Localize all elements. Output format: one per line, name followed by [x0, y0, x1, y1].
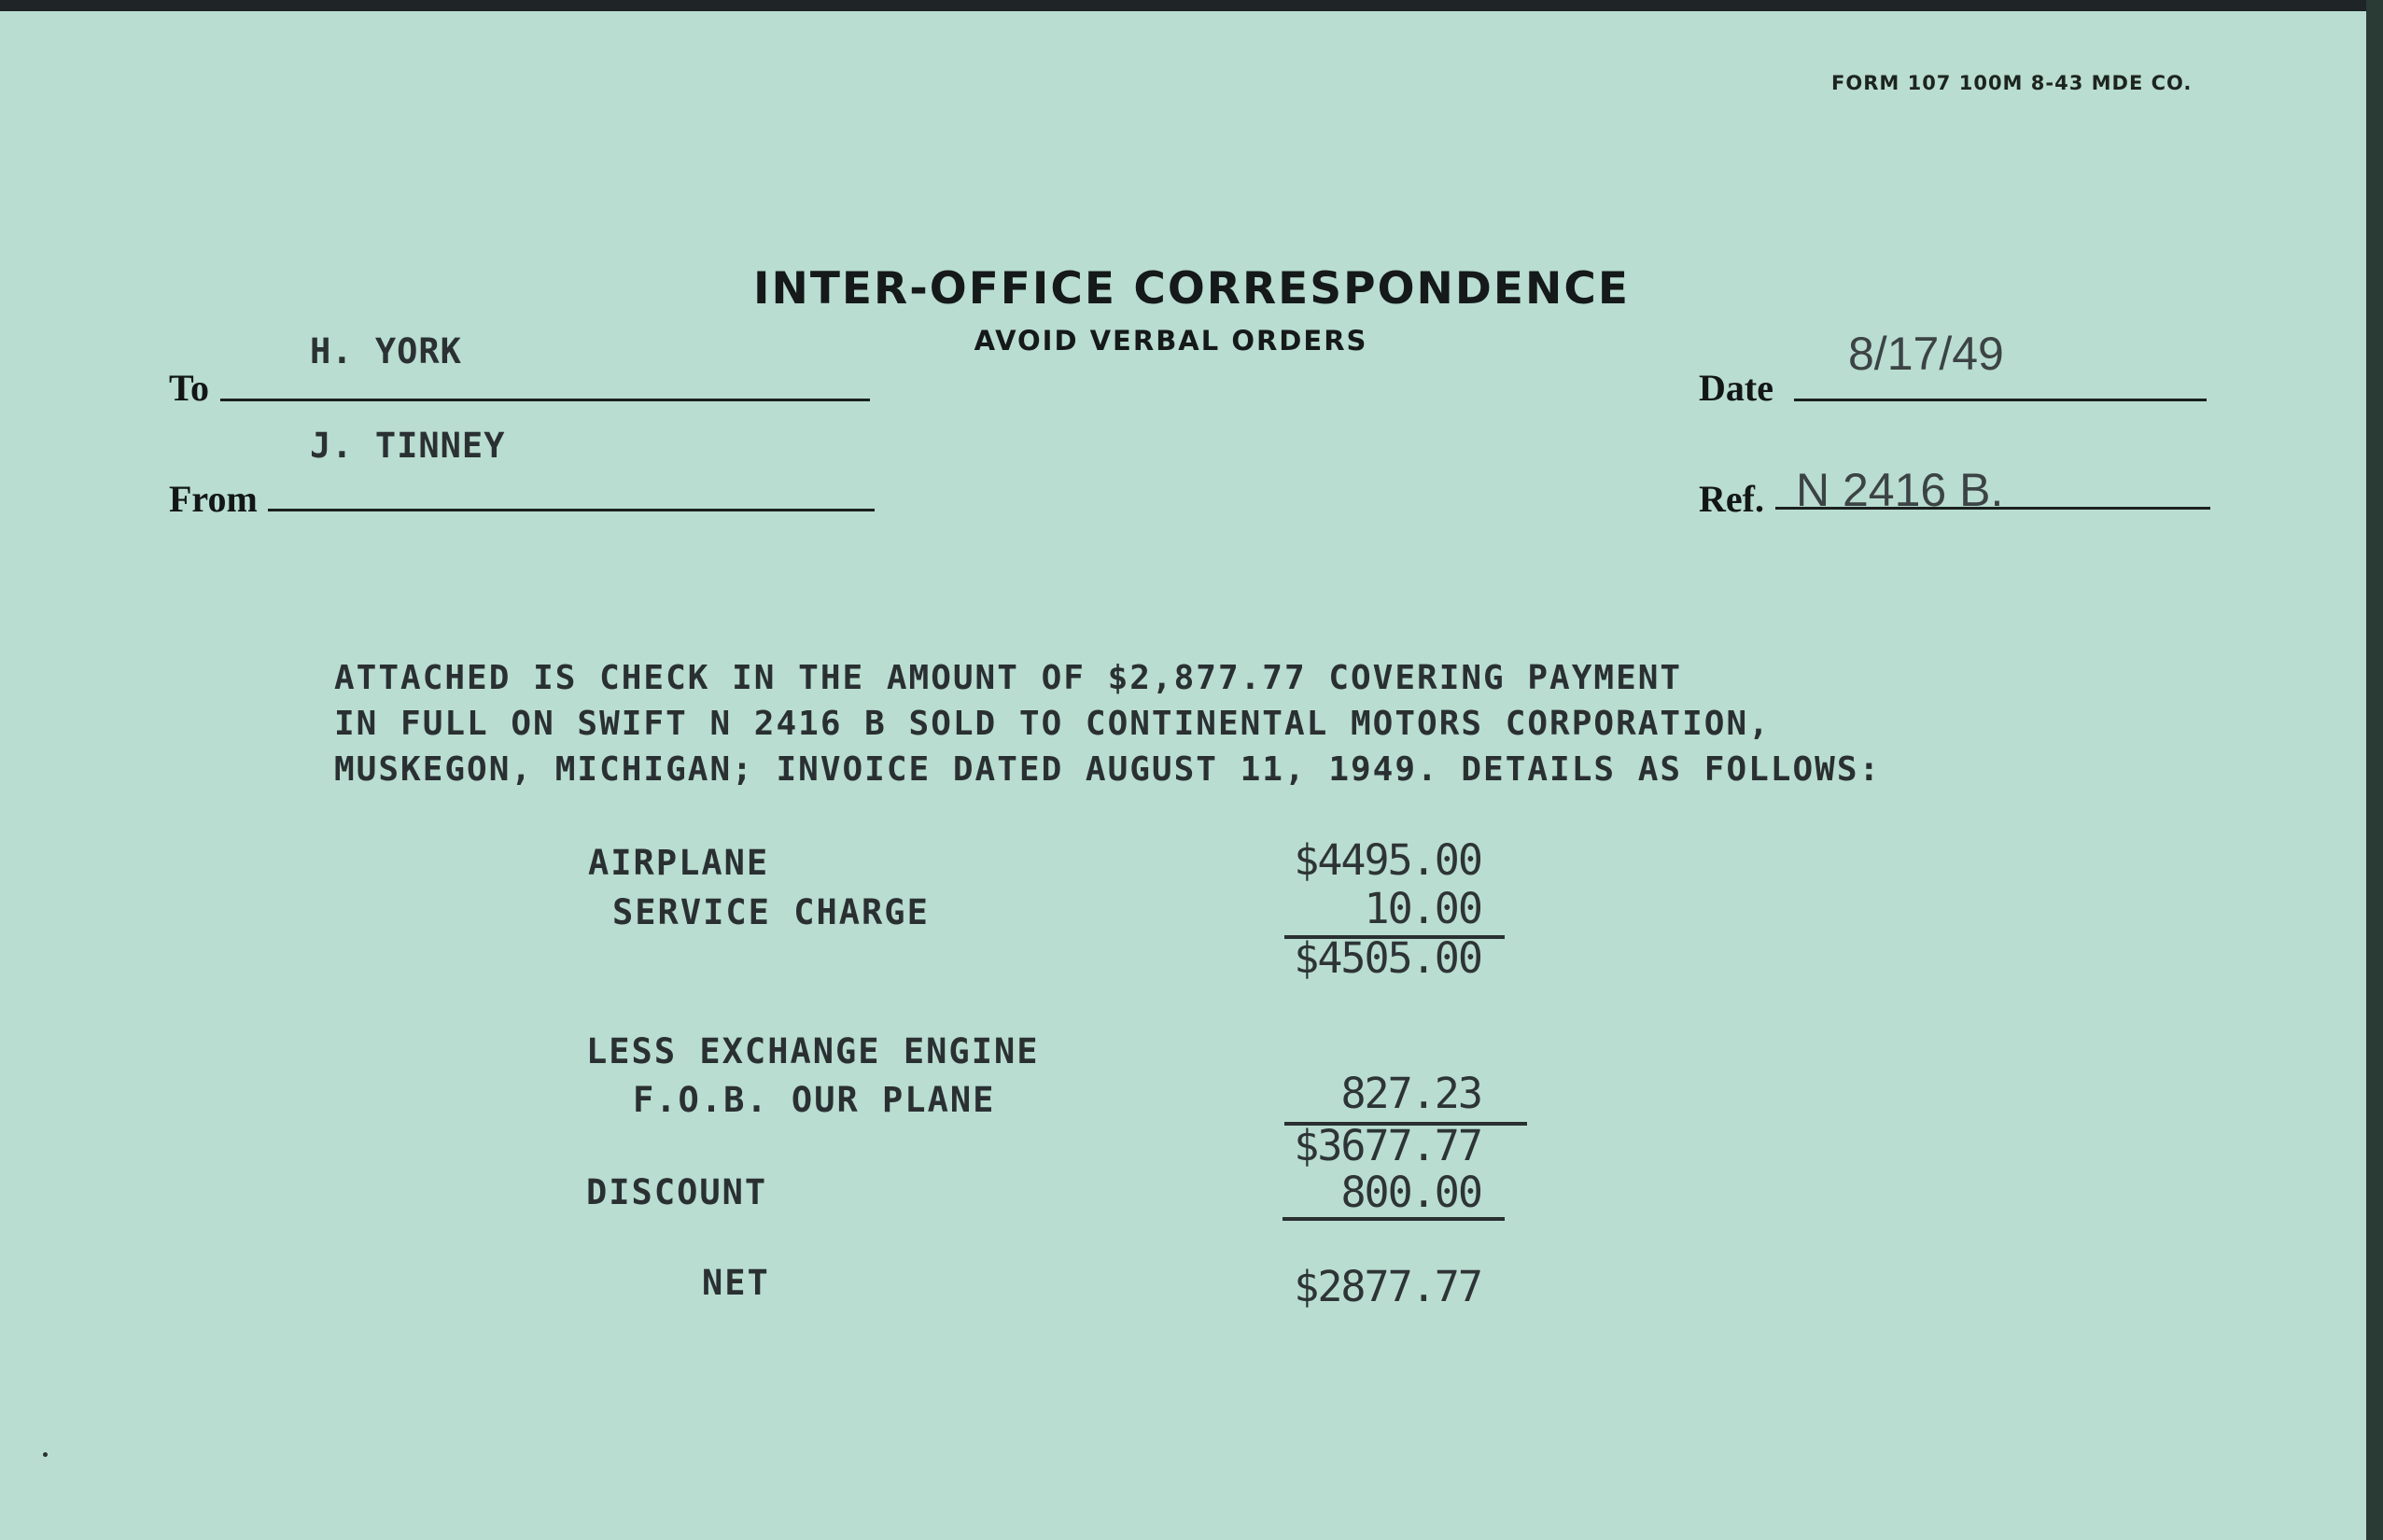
to-label: To	[169, 367, 210, 409]
net-label: NET	[702, 1263, 770, 1303]
scan-right-border	[2366, 0, 2383, 1540]
subtotal-amount: $4505.00	[1294, 933, 1481, 983]
fob-label: F.O.B. OUR PLANE	[633, 1080, 996, 1120]
ref-value: N 2416 B.	[1796, 464, 2004, 516]
date-value: 8/17/49	[1848, 328, 2004, 380]
body-line-3: MUSKEGON, MICHIGAN; INVOICE DATED AUGUST 11, 1949. DETAILS AS FOLLOWS:	[334, 750, 1882, 789]
airplane-label: AIRPLANE	[588, 843, 770, 883]
scan-top-border	[0, 0, 2383, 11]
date-label: Date	[1699, 367, 1773, 409]
body-line-2: IN FULL ON SWIFT N 2416 B SOLD TO CONTINENTAL MOTORS CORPORATION,	[334, 705, 1771, 743]
service-charge-label: SERVICE CHARGE	[612, 892, 930, 932]
exchange-engine-amount: 827.23	[1340, 1069, 1481, 1118]
from-value: J. TINNEY	[310, 426, 506, 466]
discount-amount: 800.00	[1340, 1168, 1481, 1217]
discount-label: DISCOUNT	[586, 1172, 768, 1212]
to-underline	[220, 399, 870, 401]
from-underline	[268, 509, 875, 511]
memo-title	[0, 263, 2383, 315]
airplane-amount: $4495.00	[1294, 835, 1481, 885]
to-value: H. YORK	[310, 331, 462, 371]
ref-label: Ref.	[1699, 478, 1764, 520]
after-exchange-amount: $3677.77	[1294, 1121, 1481, 1170]
service-charge-amount: 10.00	[1364, 884, 1481, 933]
body-line-1: ATTACHED IS CHECK IN THE AMOUNT OF $2,877.77 COVERING PAYMENT	[334, 659, 1683, 697]
date-underline	[1794, 399, 2207, 401]
memo-subtitle-text: AVOID VERBAL ORDERS	[974, 325, 1368, 357]
paper-speck	[43, 1452, 48, 1457]
discount-rule	[1283, 1217, 1505, 1221]
form-number: FORM 107 100M 8-43 MDE CO.	[1831, 72, 2193, 94]
memo-title-text: INTER-OFFICE CORRESPONDENCE	[753, 263, 1630, 315]
net-amount: $2877.77	[1294, 1262, 1481, 1311]
exchange-engine-label: LESS EXCHANGE ENGINE	[586, 1031, 1040, 1071]
from-label: From	[169, 478, 258, 520]
